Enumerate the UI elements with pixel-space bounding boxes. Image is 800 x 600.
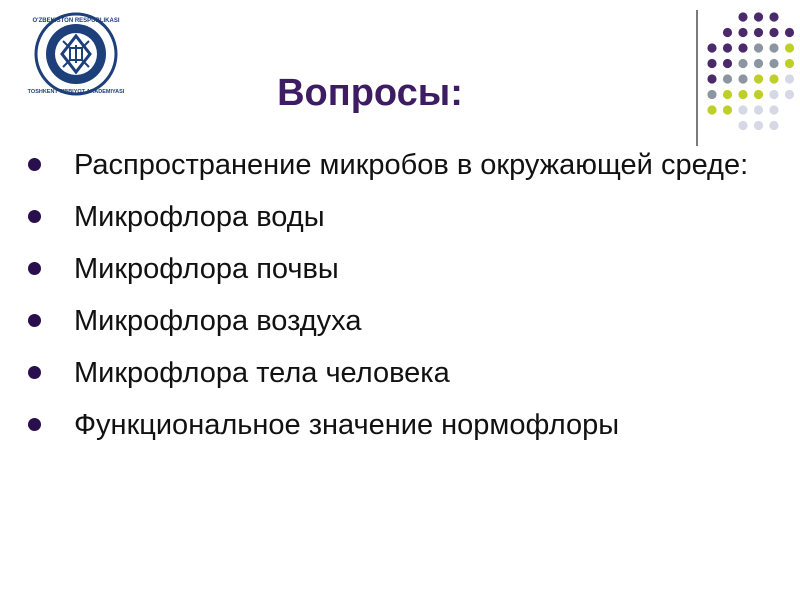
- decorative-dot: [738, 59, 747, 68]
- slide-title: Вопросы:: [277, 72, 463, 114]
- decorative-dot: [723, 90, 732, 99]
- decorative-dot: [738, 12, 747, 21]
- decorative-dot: [723, 59, 732, 68]
- bullet-text: Микрофлора почвы: [74, 253, 339, 285]
- bullet-item: [24, 302, 784, 341]
- bullet-icon: [28, 210, 41, 223]
- decorative-dot: [723, 28, 732, 37]
- bullet-text: Микрофлора воздуха: [74, 305, 362, 337]
- bullet-icon: [28, 262, 41, 275]
- decorative-dot: [769, 28, 778, 37]
- decorative-dot: [785, 90, 794, 99]
- bullet-text: Микрофлора тела человека: [74, 357, 450, 389]
- decorative-dot: [769, 74, 778, 83]
- decorative-dot: [723, 74, 732, 83]
- bullet-item: [24, 198, 784, 237]
- decorative-dot: [769, 59, 778, 68]
- decorative-dot: [785, 74, 794, 83]
- decorative-dot: [785, 43, 794, 52]
- decorative-dot: [754, 59, 763, 68]
- bullet-icon: [28, 366, 41, 379]
- bullet-text: Распространение микробов в окружающей среде:: [74, 149, 749, 181]
- bullet-item: [24, 146, 784, 185]
- decorative-dot: [754, 28, 763, 37]
- decorative-dot: [723, 105, 732, 114]
- bullet-text: Функциональное значение нормофлоры: [74, 409, 620, 441]
- decorative-dot: [754, 12, 763, 21]
- decorative-dot: [738, 74, 747, 83]
- decorative-dot: [738, 121, 747, 130]
- decorative-dot: [723, 43, 732, 52]
- decorative-dot: [707, 90, 716, 99]
- bullet-text: Микрофлора воды: [74, 201, 325, 233]
- decorative-dot: [738, 28, 747, 37]
- decorative-dot: [707, 59, 716, 68]
- bullet-item: [24, 406, 784, 445]
- decorative-dot: [769, 105, 778, 114]
- decorative-dot: [769, 121, 778, 130]
- bullet-icon: [28, 158, 41, 171]
- decorative-dot: [754, 121, 763, 130]
- decorative-dot: [769, 43, 778, 52]
- decorative-dot: [785, 28, 794, 37]
- divider-line: [696, 10, 698, 146]
- decorative-dot: [738, 105, 747, 114]
- bullet-item: [24, 354, 784, 393]
- bullet-list: [24, 146, 784, 458]
- decorative-dot: [769, 90, 778, 99]
- svg-text:O'ZBEKISTON RESPUBLIKASI: O'ZBEKISTON RESPUBLIKASI: [32, 18, 120, 24]
- bullet-icon: [28, 418, 41, 431]
- decorative-dot: [754, 105, 763, 114]
- decorative-dot: [754, 90, 763, 99]
- decorative-dot: [769, 12, 778, 21]
- decorative-dot: [707, 43, 716, 52]
- bullet-icon: [28, 314, 41, 327]
- decorative-dot-grid: [706, 8, 798, 138]
- decorative-dot: [738, 43, 747, 52]
- decorative-dot: [738, 90, 747, 99]
- decorative-dot: [707, 74, 716, 83]
- svg-text:TOSHKENT TIBBIYOT AKADEMIYASI: TOSHKENT TIBBIYOT AKADEMIYASI: [27, 89, 125, 95]
- bullet-item: [24, 250, 784, 289]
- decorative-dot: [754, 43, 763, 52]
- decorative-dot: [785, 59, 794, 68]
- decorative-dot: [707, 105, 716, 114]
- decorative-dot: [754, 74, 763, 83]
